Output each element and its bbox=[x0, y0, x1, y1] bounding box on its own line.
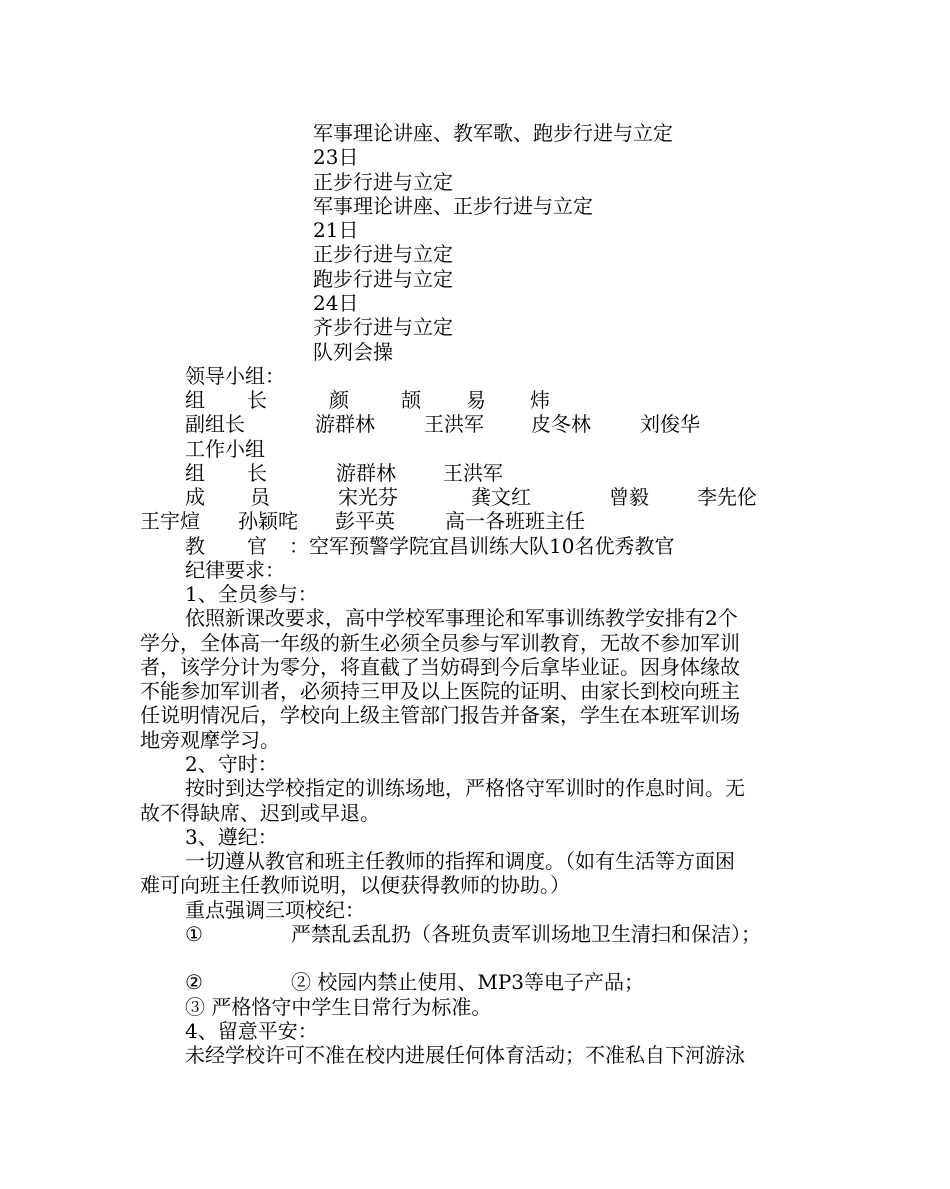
item1-line: 地旁观摩学习。 bbox=[140, 728, 280, 752]
member-name: 彭平英 bbox=[335, 509, 395, 533]
item1-line: 任说明情况后，学校向上级主管部门报告并备案，学生在本班军训场 bbox=[140, 703, 740, 727]
item4-title: 4、留意平安： bbox=[185, 1019, 318, 1043]
item2-title: 2、守时： bbox=[185, 752, 278, 776]
item2-line: 按时到达学校指定的训练场地，严格恪守军训时的作息时间。无 bbox=[185, 776, 745, 800]
member-name: 龚文红 bbox=[471, 485, 531, 509]
schedule-line: 齐步行进与立定 bbox=[313, 315, 453, 339]
work-leader-name: 王洪军 bbox=[443, 461, 503, 485]
rule2-mark: ② bbox=[185, 970, 203, 994]
item3-title: 3、遵纪： bbox=[185, 825, 278, 849]
member-name: 宋光芬 bbox=[338, 485, 398, 509]
schedule-line: 军事理论讲座、教军歌、跑步行进与立定 bbox=[313, 121, 673, 145]
leader-name: 颉 bbox=[401, 388, 421, 412]
member-name: 曾毅 bbox=[609, 485, 649, 509]
discipline-heading: 纪律要求： bbox=[185, 558, 285, 582]
leadership-heading: 领导小组： bbox=[185, 364, 285, 388]
rules-heading: 重点强调三项校纪： bbox=[185, 898, 365, 922]
deputy-name: 皮冬林 bbox=[531, 412, 591, 436]
leader-label: 长 bbox=[247, 388, 267, 412]
work-leader-label: 组 bbox=[185, 461, 205, 485]
schedule-line: 正步行进与立定 bbox=[313, 242, 453, 266]
leader-name: 炜 bbox=[530, 388, 550, 412]
leader-name: 易 bbox=[466, 388, 486, 412]
rule2-text: ② 校园内禁止使用、MP3等电子产品； bbox=[291, 970, 645, 994]
member-name: 王宇煊 bbox=[140, 509, 200, 533]
item1-line: 学分，全体高一年级的新生必须全员参与军训教育，无故不参加军训 bbox=[140, 631, 740, 655]
schedule-line: 23日 bbox=[313, 145, 359, 169]
item4-line: 未经学校许可不准在校内进展任何体育活动；不准私自下河游泳 bbox=[185, 1043, 745, 1067]
leader-label: 组 bbox=[185, 388, 205, 412]
schedule-line: 军事理论讲座、正步行进与立定 bbox=[313, 194, 593, 218]
deputy-name: 游群林 bbox=[315, 412, 375, 436]
rule3-line: ③ 严格恪守中学生日常行为标准。 bbox=[185, 995, 492, 1019]
schedule-line: 队列会操 bbox=[313, 340, 393, 364]
item1-title: 1、全员参与： bbox=[185, 582, 318, 606]
instructor-label: 教 bbox=[185, 534, 205, 558]
schedule-line: 正步行进与立定 bbox=[313, 170, 453, 194]
deputy-name: 王洪军 bbox=[424, 412, 484, 436]
member-label: 成 bbox=[185, 485, 205, 509]
item1-line: 依照新课改要求，高中学校军事理论和军事训练教学安排有2个 bbox=[185, 606, 738, 630]
deputy-name: 刘俊华 bbox=[640, 412, 700, 436]
instructor-text: ：空军预警学院宜昌训练大队10名优秀教官 bbox=[289, 534, 675, 558]
deputy-label: 副组长 bbox=[185, 412, 245, 436]
rule1-mark: ① bbox=[185, 922, 203, 946]
work-group-heading: 工作小组 bbox=[185, 437, 265, 461]
item3-line: 难可向班主任教师说明，以便获得教师的协助。） bbox=[140, 873, 570, 897]
item1-line: 不能参加军训者，必须持三甲及以上医院的证明、由家长到校向班主 bbox=[140, 679, 740, 703]
member-label: 员 bbox=[250, 485, 270, 509]
work-leader-label: 长 bbox=[247, 461, 267, 485]
item1-line: 者，该学分计为零分，将直截了当妨碍到今后拿毕业证。因身体缘故 bbox=[140, 655, 740, 679]
work-leader-name: 游群林 bbox=[336, 461, 396, 485]
schedule-line: 跑步行进与立定 bbox=[313, 267, 453, 291]
item3-line: 一切遵从教官和班主任教师的指挥和调度。（如有生活等方面困 bbox=[185, 849, 735, 873]
member-name: 李先伦 bbox=[697, 485, 757, 509]
leader-name: 颜 bbox=[329, 388, 349, 412]
schedule-line: 24日 bbox=[313, 291, 359, 315]
rule1-text: 严禁乱丢乱扔（各班负责军训场地卫生清扫和保洁）； bbox=[291, 922, 761, 946]
member-name: 孙颖咤 bbox=[238, 509, 298, 533]
member-name: 高一各班班主任 bbox=[445, 509, 585, 533]
instructor-label: 官 bbox=[247, 534, 267, 558]
schedule-line: 21日 bbox=[313, 218, 359, 242]
item2-line: 故不得缺席、迟到或早退。 bbox=[140, 801, 380, 825]
